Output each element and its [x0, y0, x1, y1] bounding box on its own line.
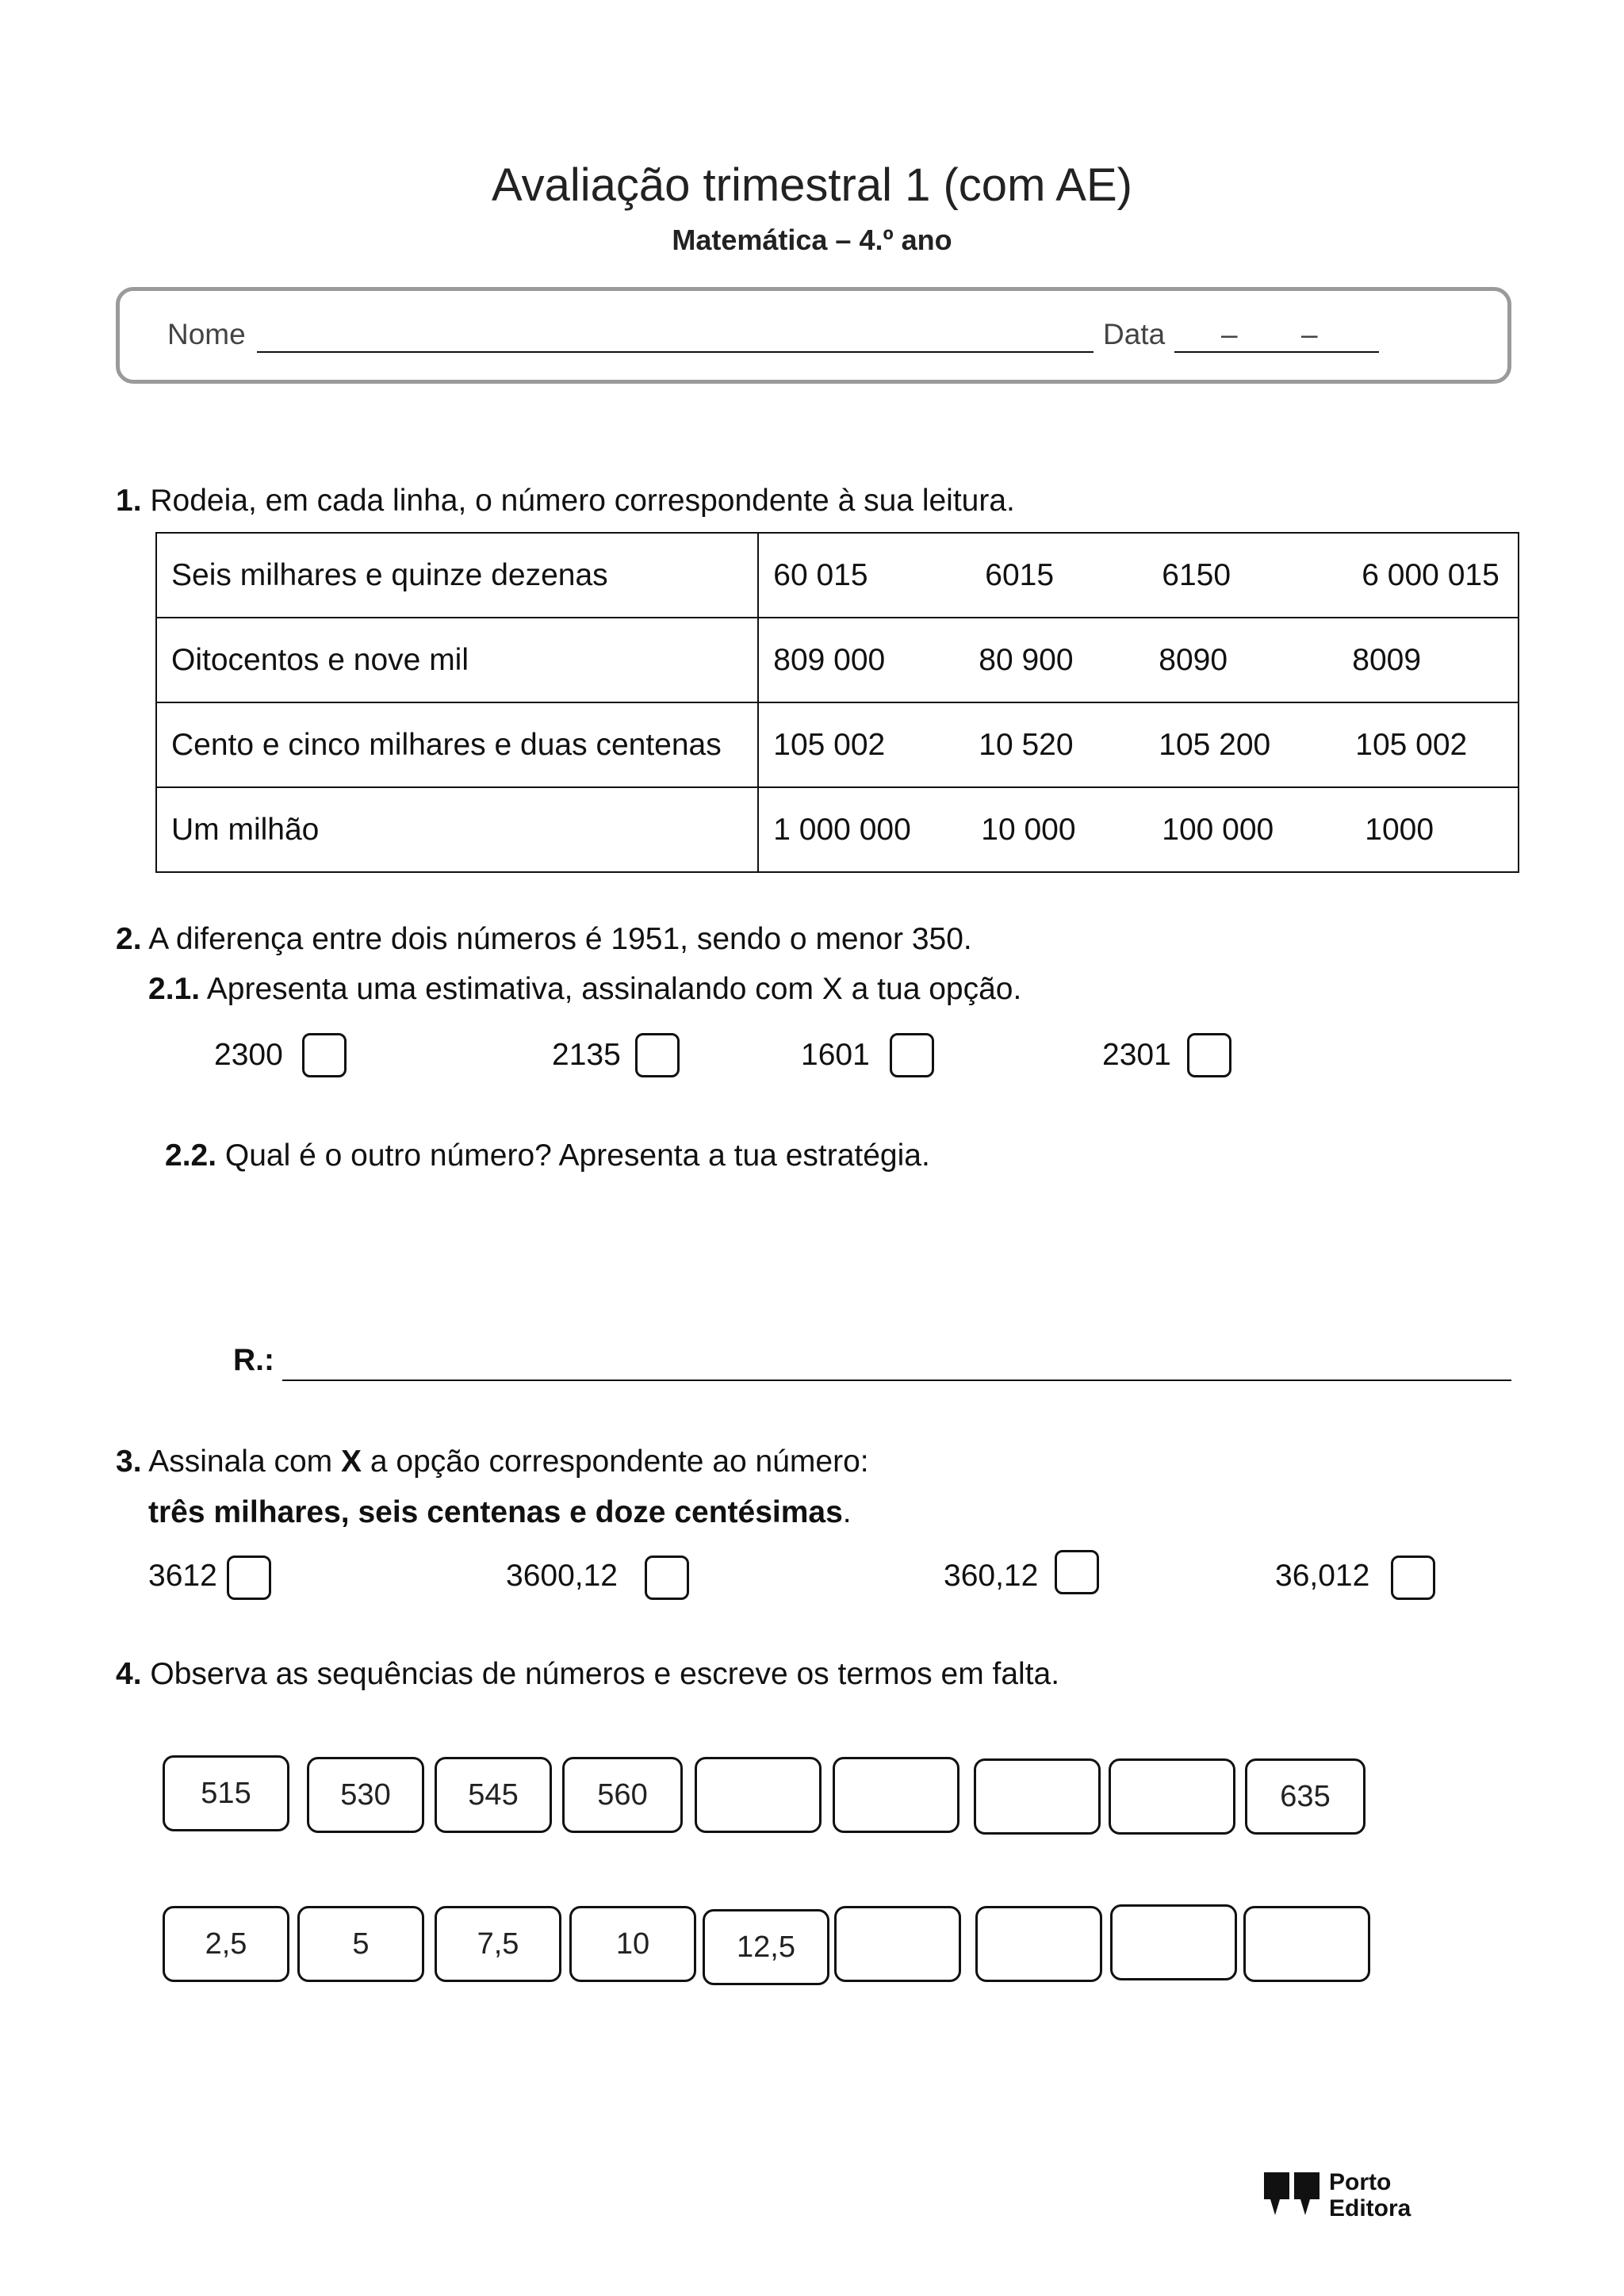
- table-row: [156, 618, 1519, 702]
- sequence-term: 635: [1245, 1758, 1365, 1835]
- number-option-label: 3612: [148, 1559, 217, 1593]
- question-3: [116, 1445, 869, 1479]
- page-title: Avaliação trimestral 1 (com AE): [492, 159, 1132, 211]
- reading-cell: Oitocentos e nove mil: [156, 618, 758, 702]
- number-option-label: 360,12: [944, 1559, 1039, 1593]
- number-option[interactable]: 105 002: [1355, 727, 1468, 762]
- sequence-term: 12,5: [703, 1909, 829, 1985]
- sequence-blank[interactable]: [695, 1757, 822, 1833]
- number-option-checkbox[interactable]: [227, 1556, 271, 1600]
- sequence-blank[interactable]: [1243, 1906, 1370, 1982]
- question-number: 4.: [116, 1657, 142, 1691]
- question-2: [116, 922, 972, 957]
- reading-cell: Cento e cinco milhares e duas centenas: [156, 702, 758, 787]
- number-option[interactable]: 8090: [1159, 642, 1228, 677]
- question-4: [116, 1657, 1059, 1692]
- sequence-term: 560: [562, 1757, 683, 1833]
- table-row: [156, 787, 1519, 872]
- question-number: 2.1.: [148, 972, 201, 1006]
- number-option[interactable]: 809 000: [773, 642, 886, 677]
- sequence-term: 5: [297, 1906, 424, 1982]
- question-text: Rodeia, em cada linha, o número correspondente à sua leitura.: [150, 484, 1015, 518]
- logo-mark-icon: [1262, 2169, 1326, 2221]
- question-text: Qual é o outro número? Apresenta a tua estratégia.: [224, 1138, 930, 1173]
- page-subtitle: Matemática – 4.º ano: [672, 224, 952, 256]
- question-text-emphasis: X: [341, 1445, 362, 1479]
- question-number: 2.: [116, 922, 142, 956]
- options-cell: [758, 618, 1519, 702]
- question-text: Observa as sequências de números e escreve os termos em falta.: [150, 1657, 1060, 1691]
- number-option[interactable]: 6150: [1162, 557, 1231, 592]
- sequence-blank[interactable]: [1109, 1758, 1235, 1835]
- answer-line[interactable]: [282, 1380, 1511, 1381]
- options-cell: [758, 702, 1519, 787]
- answer-label: R.:: [233, 1343, 274, 1377]
- number-option[interactable]: 80 900: [979, 642, 1074, 677]
- number-option[interactable]: 105 002: [773, 727, 886, 762]
- question-text: Apresenta uma estimativa, assinalando com X a tua opção.: [206, 972, 1022, 1006]
- table-row: [156, 702, 1519, 787]
- sequence-term: 530: [307, 1757, 424, 1833]
- number-option-label: 3600,12: [506, 1559, 618, 1593]
- estimate-option-label: 1601: [801, 1038, 870, 1072]
- reading-table: [155, 532, 1519, 873]
- number-option[interactable]: 6 000 015: [1362, 557, 1500, 592]
- sequence-term: 515: [163, 1755, 289, 1831]
- question-text: a opção correspondente ao número:: [370, 1445, 869, 1479]
- sequence-blank[interactable]: [1110, 1904, 1237, 1980]
- number-option-label: 36,012: [1275, 1559, 1370, 1593]
- estimate-option-label: 2301: [1102, 1038, 1171, 1072]
- question-2-1: [148, 972, 1021, 1007]
- estimate-option-label: 2300: [214, 1038, 283, 1072]
- estimate-checkbox[interactable]: [1187, 1033, 1231, 1077]
- estimate-option-label: 2135: [552, 1038, 621, 1072]
- number-option[interactable]: 105 200: [1159, 727, 1271, 762]
- question-number: 1.: [116, 484, 142, 518]
- question-3-number-reading: três milhares, seis centenas e doze centésimas.: [148, 1495, 852, 1529]
- sequence-blank[interactable]: [975, 1906, 1102, 1982]
- estimate-checkbox[interactable]: [635, 1033, 680, 1077]
- sequence-term: 2,5: [163, 1906, 289, 1982]
- number-option[interactable]: 1 000 000: [773, 812, 911, 847]
- question-number: 2.2.: [165, 1138, 217, 1173]
- date-label: Data: [1103, 318, 1166, 350]
- date-separator: –: [1221, 318, 1238, 350]
- sequence-term: 7,5: [435, 1906, 561, 1982]
- reading-cell: Seis milhares e quinze dezenas: [156, 533, 758, 618]
- question-text: A diferença entre dois números é 1951, sendo o menor 350.: [148, 922, 972, 956]
- number-option[interactable]: 8009: [1352, 642, 1422, 677]
- sequence-blank[interactable]: [833, 1757, 959, 1833]
- options-cell: [758, 533, 1519, 618]
- number-option[interactable]: 100 000: [1162, 812, 1274, 847]
- date-separator: –: [1301, 318, 1318, 350]
- number-option[interactable]: 60 015: [773, 557, 868, 592]
- sequence-term: 10: [569, 1906, 696, 1982]
- name-label: Nome: [167, 318, 246, 350]
- sequence-blank[interactable]: [974, 1758, 1101, 1835]
- question-1: [116, 484, 1015, 519]
- sequence-blank[interactable]: [834, 1906, 961, 1982]
- publisher-logo: [1262, 2169, 1437, 2225]
- number-option[interactable]: 1000: [1365, 812, 1434, 847]
- number-option[interactable]: 6015: [985, 557, 1055, 592]
- estimate-checkbox[interactable]: [890, 1033, 934, 1077]
- number-option-checkbox[interactable]: [1055, 1550, 1099, 1594]
- name-date-box: [116, 287, 1511, 384]
- name-field[interactable]: [257, 351, 1094, 353]
- number-option[interactable]: 10 000: [981, 812, 1076, 847]
- date-field[interactable]: [1174, 351, 1379, 353]
- question-text: Assinala com: [148, 1445, 333, 1479]
- question-number: 3.: [116, 1445, 142, 1479]
- question-2-2: [165, 1138, 930, 1173]
- reading-cell: Um milhão: [156, 787, 758, 872]
- sequence-term: 545: [435, 1757, 552, 1833]
- options-cell: [758, 787, 1519, 872]
- estimate-checkbox[interactable]: [302, 1033, 347, 1077]
- number-option[interactable]: 10 520: [979, 727, 1074, 762]
- logo-text: Porto Editora: [1329, 2169, 1411, 2221]
- table-row: [156, 533, 1519, 618]
- number-option-checkbox[interactable]: [1391, 1556, 1435, 1600]
- number-option-checkbox[interactable]: [645, 1556, 689, 1600]
